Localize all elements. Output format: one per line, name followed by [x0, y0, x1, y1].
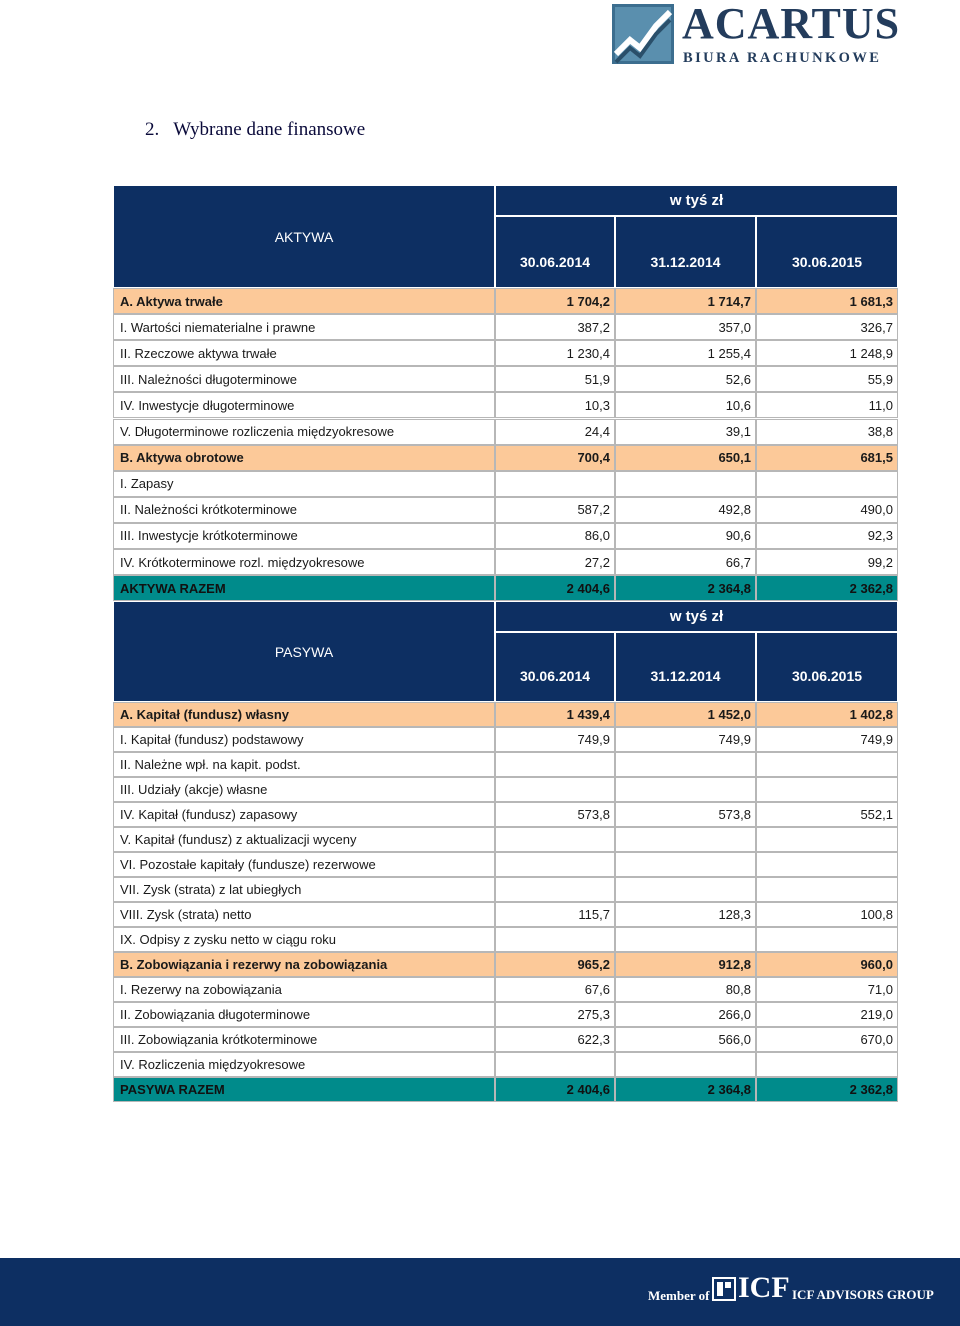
- pasywa-row-value: 670,0: [756, 1027, 898, 1052]
- pasywa-row-value: 2 362,8: [756, 1077, 898, 1102]
- pasywa-row-value: 960,0: [756, 952, 898, 977]
- aktywa-row-value: 99,2: [756, 549, 898, 575]
- aktywa-row-value: 700,4: [495, 445, 615, 471]
- pasywa-row-value: [615, 752, 756, 777]
- pasywa-row-label: I. Rezerwy na zobowiązania: [113, 977, 495, 1002]
- aktywa-row-value: 10,6: [615, 392, 756, 418]
- aktywa-row-value: 650,1: [615, 445, 756, 471]
- aktywa-row-value: 10,3: [495, 392, 615, 418]
- assets-date-col-2: 31.12.2014: [615, 216, 756, 288]
- pasywa-row-value: [495, 852, 615, 877]
- aktywa-row-value: 55,9: [756, 366, 898, 392]
- pasywa-row-label: VI. Pozostałe kapitały (fundusze) rezerwowe: [113, 852, 495, 877]
- assets-header-label: AKTYWA: [113, 185, 495, 288]
- pasywa-row-value: 219,0: [756, 1002, 898, 1027]
- pasywa-row-value: [495, 827, 615, 852]
- aktywa-row-value: 52,6: [615, 366, 756, 392]
- pasywa-row-value: [615, 927, 756, 952]
- pasywa-row-value: [756, 777, 898, 802]
- aktywa-row-value: 681,5: [756, 445, 898, 471]
- aktywa-row-value: 587,2: [495, 497, 615, 523]
- section-heading: [145, 119, 365, 141]
- assets-table: [113, 185, 898, 601]
- aktywa-row-value: 66,7: [615, 549, 756, 575]
- pasywa-row-value: 2 404,6: [495, 1077, 615, 1102]
- pasywa-row-value: 275,3: [495, 1002, 615, 1027]
- aktywa-row-value: 24,4: [495, 419, 615, 445]
- aktywa-row-value: 326,7: [756, 314, 898, 340]
- pasywa-row-value: 100,8: [756, 902, 898, 927]
- aktywa-row-label: III. Inwestycje krótkoterminowe: [113, 523, 495, 549]
- liabilities-date-col-1: 30.06.2014: [495, 632, 615, 702]
- pasywa-row-label: II. Należne wpł. na kapit. podst.: [113, 752, 495, 777]
- aktywa-row-label: I. Wartości niematerialne i prawne: [113, 314, 495, 340]
- pasywa-row-value: [756, 877, 898, 902]
- aktywa-row-value: 2 362,8: [756, 575, 898, 601]
- pasywa-row-value: 1 439,4: [495, 702, 615, 727]
- liabilities-date-col-2: 31.12.2014: [615, 632, 756, 702]
- chart-logo-icon: [612, 4, 674, 64]
- logo-subtitle: BIURA RACHUNKOWE: [683, 50, 882, 66]
- pasywa-row-value: 749,9: [615, 727, 756, 752]
- aktywa-row-value: 11,0: [756, 392, 898, 418]
- pasywa-row-value: 566,0: [615, 1027, 756, 1052]
- aktywa-row-value: 1 255,4: [615, 340, 756, 366]
- pasywa-row-label: A. Kapitał (fundusz) własny: [113, 702, 495, 727]
- aktywa-row-label: IV. Krótkoterminowe rozl. międzyokresowe: [113, 549, 495, 575]
- pasywa-row-value: [615, 1052, 756, 1077]
- footer-bar: [0, 1258, 960, 1326]
- icf-logo-icon: [712, 1277, 736, 1301]
- pasywa-row-value: [756, 1052, 898, 1077]
- footer-brand: ICF: [738, 1271, 790, 1304]
- aktywa-row-label: V. Długoterminowe rozliczenia międzyokresowe: [113, 419, 495, 445]
- pasywa-row-value: 622,3: [495, 1027, 615, 1052]
- pasywa-row-value: [495, 777, 615, 802]
- aktywa-row-value: 2 404,6: [495, 575, 615, 601]
- pasywa-row-value: 115,7: [495, 902, 615, 927]
- pasywa-row-value: 573,8: [495, 802, 615, 827]
- aktywa-row-value: 27,2: [495, 549, 615, 575]
- pasywa-row-value: [756, 927, 898, 952]
- section-number: 2.: [145, 119, 160, 140]
- aktywa-row-label: AKTYWA RAZEM: [113, 575, 495, 601]
- pasywa-row-value: 266,0: [615, 1002, 756, 1027]
- aktywa-row-label: III. Należności długoterminowe: [113, 366, 495, 392]
- aktywa-row-value: 92,3: [756, 523, 898, 549]
- footer-member-text: Member of: [648, 1288, 710, 1303]
- pasywa-row-value: 965,2: [495, 952, 615, 977]
- aktywa-row-value: [615, 471, 756, 497]
- pasywa-row-label: III. Udziały (akcje) własne: [113, 777, 495, 802]
- pasywa-row-value: 573,8: [615, 802, 756, 827]
- pasywa-row-value: [495, 1052, 615, 1077]
- aktywa-row-value: 490,0: [756, 497, 898, 523]
- pasywa-row-label: PASYWA RAZEM: [113, 1077, 495, 1102]
- pasywa-row-label: B. Zobowiązania i rezerwy na zobowiązania: [113, 952, 495, 977]
- pasywa-row-label: IV. Kapitał (fundusz) zapasowy: [113, 802, 495, 827]
- section-title: Wybrane dane finansowe: [173, 119, 366, 140]
- pasywa-row-value: 67,6: [495, 977, 615, 1002]
- pasywa-row-value: 1 402,8: [756, 702, 898, 727]
- aktywa-row-value: 387,2: [495, 314, 615, 340]
- pasywa-row-value: 2 364,8: [615, 1077, 756, 1102]
- pasywa-row-label: VII. Zysk (strata) z lat ubiegłych: [113, 877, 495, 902]
- aktywa-row-value: 38,8: [756, 419, 898, 445]
- assets-date-col-3: 30.06.2015: [756, 216, 898, 288]
- pasywa-row-value: 128,3: [615, 902, 756, 927]
- pasywa-row-label: I. Kapitał (fundusz) podstawowy: [113, 727, 495, 752]
- aktywa-row-value: 357,0: [615, 314, 756, 340]
- footer-group-text: ICF ADVISORS GROUP: [792, 1287, 934, 1302]
- aktywa-row-value: 39,1: [615, 419, 756, 445]
- aktywa-row-value: 86,0: [495, 523, 615, 549]
- pasywa-row-value: [495, 752, 615, 777]
- pasywa-row-label: VIII. Zysk (strata) netto: [113, 902, 495, 927]
- pasywa-row-label: II. Zobowiązania długoterminowe: [113, 1002, 495, 1027]
- pasywa-row-value: 71,0: [756, 977, 898, 1002]
- aktywa-row-value: 1 248,9: [756, 340, 898, 366]
- pasywa-row-value: [756, 827, 898, 852]
- aktywa-row-value: [756, 471, 898, 497]
- pasywa-row-value: 749,9: [756, 727, 898, 752]
- aktywa-row-label: II. Należności krótkoterminowe: [113, 497, 495, 523]
- pasywa-row-label: IX. Odpisy z zysku netto w ciągu roku: [113, 927, 495, 952]
- liabilities-table: [113, 601, 898, 1102]
- aktywa-row-value: 492,8: [615, 497, 756, 523]
- pasywa-row-label: V. Kapitał (fundusz) z aktualizacji wyceny: [113, 827, 495, 852]
- aktywa-row-value: 1 230,4: [495, 340, 615, 366]
- pasywa-row-value: [615, 777, 756, 802]
- pasywa-row-value: [615, 827, 756, 852]
- aktywa-row-value: 51,9: [495, 366, 615, 392]
- liabilities-header-label: PASYWA: [113, 601, 495, 702]
- liabilities-date-col-3: 30.06.2015: [756, 632, 898, 702]
- aktywa-row-label: II. Rzeczowe aktywa trwałe: [113, 340, 495, 366]
- aktywa-row-value: [495, 471, 615, 497]
- aktywa-row-value: 2 364,8: [615, 575, 756, 601]
- acartus-logo: [612, 0, 902, 68]
- pasywa-row-value: 1 452,0: [615, 702, 756, 727]
- pasywa-row-value: 912,8: [615, 952, 756, 977]
- pasywa-row-value: [615, 877, 756, 902]
- aktywa-row-value: 1 714,7: [615, 288, 756, 314]
- aktywa-row-label: B. Aktywa obrotowe: [113, 445, 495, 471]
- aktywa-row-value: 90,6: [615, 523, 756, 549]
- pasywa-row-value: 80,8: [615, 977, 756, 1002]
- pasywa-row-value: 749,9: [495, 727, 615, 752]
- aktywa-row-label: I. Zapasy: [113, 471, 495, 497]
- logo-name: ACARTUS: [682, 0, 901, 48]
- pasywa-row-value: [495, 877, 615, 902]
- assets-unit-label: w tyś zł: [495, 185, 898, 216]
- assets-date-col-1: 30.06.2014: [495, 216, 615, 288]
- aktywa-row-value: 1 681,3: [756, 288, 898, 314]
- pasywa-row-value: 552,1: [756, 802, 898, 827]
- aktywa-row-value: 1 704,2: [495, 288, 615, 314]
- pasywa-row-label: III. Zobowiązania krótkoterminowe: [113, 1027, 495, 1052]
- aktywa-row-label: IV. Inwestycje długoterminowe: [113, 392, 495, 418]
- liabilities-unit-label: w tyś zł: [495, 601, 898, 632]
- pasywa-row-value: [495, 927, 615, 952]
- pasywa-row-value: [615, 852, 756, 877]
- pasywa-row-value: [756, 852, 898, 877]
- pasywa-row-label: IV. Rozliczenia międzyokresowe: [113, 1052, 495, 1077]
- pasywa-row-value: [756, 752, 898, 777]
- aktywa-row-label: A. Aktywa trwałe: [113, 288, 495, 314]
